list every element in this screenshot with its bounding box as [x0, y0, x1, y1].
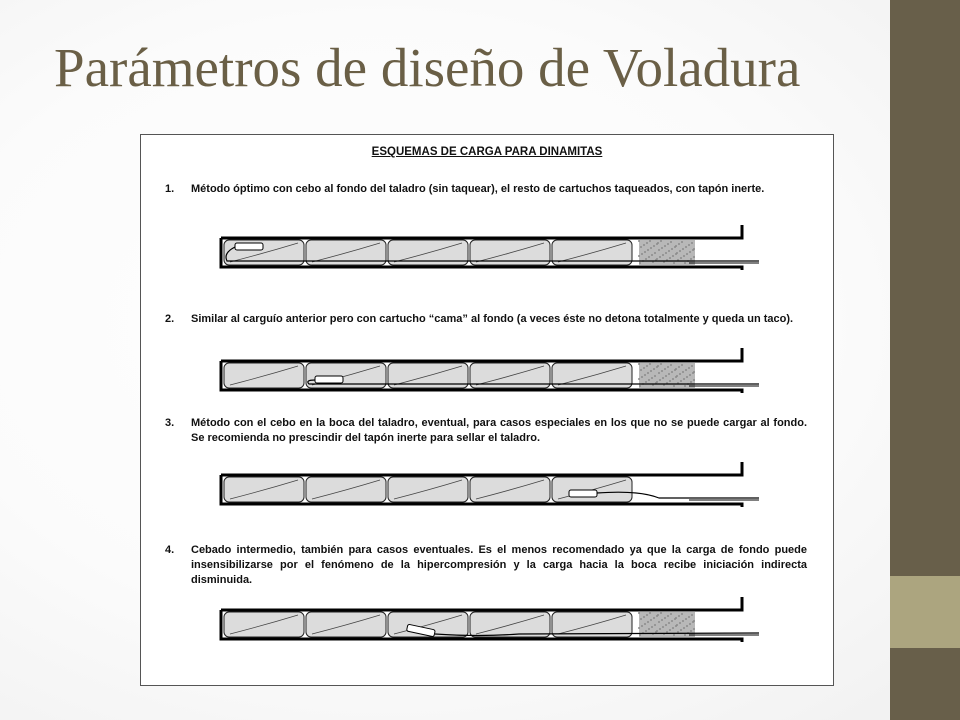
- stemming-grain: [658, 372, 660, 374]
- stemming-grain: [643, 616, 645, 618]
- stemming-grain: [644, 251, 646, 253]
- stemming-grain: [665, 252, 667, 254]
- borehole-wall-top: [221, 597, 742, 610]
- stemming-grain: [675, 617, 677, 619]
- stemming-grain: [648, 256, 650, 258]
- stemming-grain: [664, 245, 666, 247]
- stemming-grain: [648, 379, 650, 381]
- loading-schemes-figure: [140, 134, 834, 686]
- stemming-grain: [639, 634, 641, 636]
- stemming-grain: [681, 613, 683, 615]
- item-number: 1.: [165, 183, 175, 195]
- stemming-grain: [650, 247, 652, 249]
- stemming-grain: [689, 623, 691, 625]
- stemming-grain: [661, 247, 663, 249]
- stemming-grain: [676, 375, 678, 377]
- stemming-grain: [640, 369, 642, 371]
- stemming-grain: [638, 255, 640, 257]
- stemming-grain: [667, 615, 669, 617]
- stemming-grain: [671, 371, 673, 373]
- stemming-grain: [691, 242, 693, 244]
- stemming-grain: [665, 624, 667, 626]
- stemming-grain: [693, 248, 695, 250]
- stemming-grain: [670, 241, 672, 243]
- stemming-grain: [659, 379, 661, 381]
- stemming-grain: [657, 242, 659, 244]
- stemming-grain: [660, 240, 662, 242]
- item-number: 4.: [165, 544, 175, 556]
- stemming-grain: [680, 380, 682, 382]
- stemming-grain: [671, 248, 673, 250]
- stemming-grain: [685, 618, 687, 620]
- stemming-grain: [638, 363, 640, 365]
- stemming-grain: [685, 246, 687, 248]
- stemming-grain: [693, 620, 695, 622]
- stemming-grain: [693, 256, 695, 258]
- stemming-grain: [693, 379, 695, 381]
- stemming-grain: [654, 624, 656, 626]
- stemming-grain: [679, 250, 681, 252]
- borehole-wall-top: [221, 225, 742, 238]
- stemming-grain: [693, 628, 695, 630]
- stemming-grain: [654, 375, 656, 377]
- borehole-diagram-2: [219, 348, 764, 393]
- stemming-grain: [644, 374, 646, 376]
- stemming-grain: [679, 622, 681, 624]
- stemming-grain: [672, 378, 674, 380]
- stemming-grain: [688, 367, 690, 369]
- stemming-grain: [668, 622, 670, 624]
- stemming-grain: [682, 620, 684, 622]
- stemming-grain: [643, 367, 645, 369]
- stemming-grain: [667, 243, 669, 245]
- stemming-grain: [649, 612, 651, 614]
- stemming-grain: [643, 244, 645, 246]
- stemming-grain: [677, 631, 679, 633]
- stemming-grain: [690, 630, 692, 632]
- stemming-grain: [647, 372, 649, 374]
- stemming-grain: [669, 629, 671, 631]
- stemming-grain: [657, 614, 659, 616]
- stemming-grain: [683, 627, 685, 629]
- stemming-grain: [656, 381, 658, 383]
- stemming-grain: [661, 619, 663, 621]
- stemming-grain: [680, 257, 682, 259]
- item-number: 3.: [165, 417, 175, 429]
- stemming-grain: [646, 242, 648, 244]
- stemming-grain: [669, 257, 671, 259]
- stemming-grain: [638, 378, 640, 380]
- primer-detonator: [569, 490, 597, 497]
- stemming-grain: [656, 258, 658, 260]
- stemming-grain: [688, 616, 690, 618]
- stemming-grain: [684, 385, 686, 387]
- stemming-grain: [670, 364, 672, 366]
- stemming-grain: [689, 251, 691, 253]
- figure-heading: ESQUEMAS DE CARGA PARA DINAMITAS: [371, 146, 603, 158]
- stemming-grain: [648, 628, 650, 630]
- stemming-grain: [686, 376, 688, 378]
- stemming-grain: [671, 620, 673, 622]
- stemming-grain: [640, 618, 642, 620]
- stemming-grain: [639, 385, 641, 387]
- stemming-grain: [669, 380, 671, 382]
- stemming-grain: [672, 627, 674, 629]
- stemming-grain: [683, 378, 685, 380]
- stemming-grain: [653, 368, 655, 370]
- stemming-grain: [690, 381, 692, 383]
- item-text: Método óptimo con cebo al fondo del taladro (sin taquear), el resto de cartuchos taqueados, con tapón inerte.: [191, 183, 765, 195]
- stemming-grain: [665, 375, 667, 377]
- stemming-grain: [670, 613, 672, 615]
- stemming-grain: [660, 612, 662, 614]
- stemming-grain: [654, 252, 656, 254]
- stemming-grain: [686, 625, 688, 627]
- borehole-wall-top: [221, 348, 742, 361]
- item-number: 2.: [165, 313, 175, 325]
- stemming-grain: [668, 250, 670, 252]
- stemming-grain: [666, 631, 668, 633]
- stemming-grain: [682, 248, 684, 250]
- stemming-grain: [685, 369, 687, 371]
- stemming-grain: [641, 253, 643, 255]
- item-text: Método con el cebo en la boca del taladro, eventual, para casos especiales en los que no se puede cargar al fondo. Se recomienda no prescindir del tapón inerte para sellar el taladro.: [191, 417, 807, 444]
- borehole-wall-top: [221, 462, 742, 475]
- stemming-grain: [659, 628, 661, 630]
- stemming-grain: [662, 377, 664, 379]
- stemming-grain: [676, 624, 678, 626]
- stemming-grain: [649, 363, 651, 365]
- stemming-grain: [689, 374, 691, 376]
- stemming-grain: [657, 365, 659, 367]
- stemming-grain: [661, 370, 663, 372]
- stemming-grain: [647, 621, 649, 623]
- stemming-grain: [668, 373, 670, 375]
- stemming-grain: [650, 619, 652, 621]
- stemming-grain: [678, 366, 680, 368]
- stemming-grain: [667, 366, 669, 368]
- stemming-grain: [679, 373, 681, 375]
- stemming-grain: [638, 627, 640, 629]
- stemming-grain: [638, 612, 640, 614]
- stemming-grain: [647, 249, 649, 251]
- stemming-grain: [640, 246, 642, 248]
- stemming-grain: [651, 254, 653, 256]
- stemming-grain: [676, 252, 678, 254]
- primer-detonator: [315, 376, 343, 383]
- slide-title: Parámetros de diseño de Voladura: [54, 37, 801, 98]
- stemming-grain: [681, 241, 683, 243]
- stemming-grain: [639, 262, 641, 264]
- stemming-grain: [693, 371, 695, 373]
- stemming-grain: [641, 625, 643, 627]
- stemming-grain: [675, 368, 677, 370]
- stemming-grain: [649, 240, 651, 242]
- stemming-grain: [659, 256, 661, 258]
- stemming-grain: [673, 385, 675, 387]
- stemming-grain: [650, 370, 652, 372]
- item-text: Similar al carguío anterior pero con cartucho “cama” al fondo (a veces éste no detona totalmente y queda un taco).: [191, 313, 794, 325]
- borehole-diagram-3: [219, 462, 764, 507]
- stemming-grain: [641, 376, 643, 378]
- sidebar-accent-light: [890, 576, 960, 648]
- stemming-grain: [653, 245, 655, 247]
- stemming-grain: [662, 254, 664, 256]
- stemming-grain: [678, 615, 680, 617]
- primer-detonator: [235, 243, 263, 250]
- stemming-grain: [660, 363, 662, 365]
- stemming-grain: [645, 381, 647, 383]
- stemming-grain: [690, 258, 692, 260]
- stemming-grain: [645, 630, 647, 632]
- stemming-grain: [686, 253, 688, 255]
- stemming-grain: [651, 626, 653, 628]
- stemming-grain: [673, 262, 675, 264]
- stemming-grain: [684, 634, 686, 636]
- borehole-diagram-4: [219, 597, 764, 642]
- stemming-grain: [662, 626, 664, 628]
- stemming-grain: [675, 245, 677, 247]
- stemming-grain: [683, 255, 685, 257]
- stemming-grain: [664, 617, 666, 619]
- stemming-grain: [644, 623, 646, 625]
- stemming-grain: [682, 371, 684, 373]
- stemming-grain: [691, 614, 693, 616]
- stemming-grain: [656, 630, 658, 632]
- stemming-grain: [672, 255, 674, 257]
- stemming-grain: [678, 243, 680, 245]
- stemming-grain: [664, 368, 666, 370]
- stemming-grain: [680, 629, 682, 631]
- stemming-grain: [658, 621, 660, 623]
- stemming-grain: [691, 365, 693, 367]
- stemming-grain: [638, 240, 640, 242]
- stemming-grain: [646, 365, 648, 367]
- stemming-grain: [688, 244, 690, 246]
- borehole-diagram-1: [219, 225, 764, 270]
- stemming-grain: [673, 634, 675, 636]
- stemming-grain: [651, 377, 653, 379]
- stemming-grain: [658, 249, 660, 251]
- stemming-grain: [645, 258, 647, 260]
- stemming-grain: [684, 262, 686, 264]
- item-text: Cebado intermedio, también para casos eventuales. Es el menos recomendado ya que la carga de fondo puede insensibilizarse por el fenómeno de la hipercompresión y la carga hacia la boca recibe iniciación indirecta disminuida.: [191, 544, 807, 586]
- stemming-grain: [681, 364, 683, 366]
- stemming-grain: [646, 614, 648, 616]
- stemming-grain: [653, 617, 655, 619]
